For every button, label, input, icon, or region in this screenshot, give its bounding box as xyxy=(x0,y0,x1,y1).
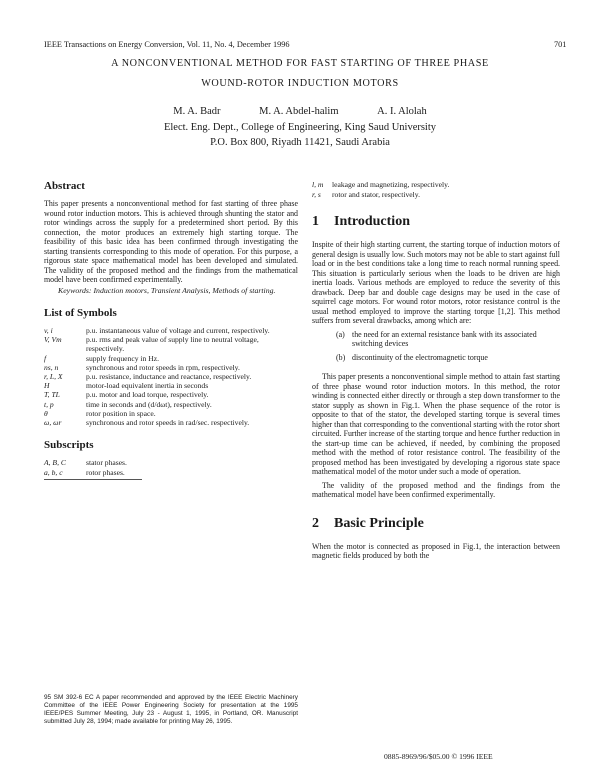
basic-principle-paragraph: When the motor is connected as proposed in Fig.1, the interaction between magnetic fields produced by both the xyxy=(312,541,560,560)
list-text: the need for an external resistance bank with its associated switching devices xyxy=(352,329,537,348)
symbol: H xyxy=(44,381,50,391)
basic-principle-heading xyxy=(312,516,560,532)
subscript-row xyxy=(44,468,298,478)
introduction-paragraph-1: Inspite of their high starting current, the starting torque of induction motors of general design is usually low. Such motors may not be able to start against full load or in the best conditions take a long time to reach normal running speed. This situation is particularly serious when the loads to be driven are high inertia loads. Various methods are employed to reduce the severity of this drawback. Deep bar and double cage designs may be used in the case of squirrel cage motors. For wound rotor motors, rotor resistance control is the usual method employed to improve the starting torque [1,2]. This method suffers from several drawbacks, among which are: xyxy=(312,240,560,325)
page-number: 701 xyxy=(554,40,567,49)
symbol-desc: p.u. instantaneous value of voltage and current, respectively. xyxy=(86,326,270,335)
paper-title-line-2: WOUND-ROTOR INDUCTION MOTORS xyxy=(201,78,399,89)
symbol-desc: time in seconds and (d/dωt), respectively. xyxy=(86,399,212,409)
subscripts-list xyxy=(44,458,298,477)
right-column xyxy=(312,180,560,561)
affiliation-line-2: P.O. Box 800, Riyadh 11421, Saudi Arabia xyxy=(210,137,390,148)
subscript: A, B, C xyxy=(44,458,66,468)
symbols-list xyxy=(44,326,298,427)
symbol-row xyxy=(44,326,298,335)
keywords-label: Keywords: xyxy=(58,285,92,295)
symbol: ω, ωr xyxy=(44,418,62,428)
footnote: 95 SM 392-6 EC A paper recommended and approved by the IEEE Electric Machinery Committee of the IEEE Power Engineering Society for presentation at the 1995 IEEE/PES Summer Meeting, July 23 - August 1, 1995, in Portland, OR. Manuscript submitted July 28, 1994; made available for printing May 26, 1995. xyxy=(44,694,298,725)
introduction-paragraph-2: This paper presents a nonconventional simple method to attain fast starting of three phase wound rotor induction motors. In this method, the rotor winding is connected either directly or through a step down transformer to the stator supply as shown in Fig.1. When the phase sequence of the rotor is opposite to that of the stator, the developed starting torque is several times higher than that corresponding to the conventional starting with the rotor short circuited. Further increase of the starting torque and hence further reduction in the start-up time can be achieved, if needed, by combining the proposed method with the method of rotor resistance control. The feasibility of the proposed method has been investigated by developing a rigorous state space mathematical model of the motor under such a mode of operation. xyxy=(312,372,560,476)
subscript-row xyxy=(312,180,560,190)
abstract-heading: Abstract xyxy=(44,180,85,192)
list-item xyxy=(312,330,560,349)
subscript: a, b, c xyxy=(44,467,63,477)
copyright-code: 0885-8969/96/$05.00 © 1996 IEEE xyxy=(384,752,493,761)
symbol: v, i xyxy=(44,326,53,335)
author-1: M. A. Badr xyxy=(173,106,221,117)
paper-title-line-1: A NONCONVENTIONAL METHOD FOR FAST STARTING OF THREE PHASE xyxy=(111,58,489,69)
section-number: 2 xyxy=(312,515,319,531)
symbol: ns, n xyxy=(44,362,59,372)
list-text: discontinuity of the electromagnetic torque xyxy=(352,352,488,362)
left-column xyxy=(44,180,298,480)
symbol-desc: p.u. rms and peak value of supply line to neutral voltage, respectively. xyxy=(86,335,259,354)
symbol-desc: p.u. motor and load torque, respectively. xyxy=(86,390,209,400)
author-list xyxy=(0,106,600,117)
subscript-desc: stator phases. xyxy=(86,458,127,468)
symbol: t, p xyxy=(44,399,54,409)
symbol-desc: rotor position in space. xyxy=(86,408,156,418)
symbol-row xyxy=(44,418,298,427)
subscript: l, m xyxy=(312,180,324,189)
symbol-desc: motor-load equivalent inertia in seconds xyxy=(86,381,209,391)
symbols-heading: List of Symbols xyxy=(44,307,117,319)
subscript-row xyxy=(312,190,560,200)
affiliation-line-1: Elect. Eng. Dept., College of Engineering, King Saud University xyxy=(163,122,437,133)
symbol-row xyxy=(44,335,298,353)
symbol-desc: synchronous and rotor speeds in rad/sec. respectively. xyxy=(86,418,250,428)
symbol-desc: supply frequency in Hz. xyxy=(86,353,159,363)
author-3: A. I. Alolah xyxy=(377,106,427,117)
symbol-desc: p.u. resistance, inductance and reactance, respectively. xyxy=(86,372,252,382)
author-2: M. A. Abdel-halim xyxy=(259,106,339,117)
symbol-row xyxy=(44,409,298,418)
symbol-row xyxy=(44,390,298,399)
running-head: IEEE Transactions on Energy Conversion, Vol. 11, No. 4, December 1996 xyxy=(44,40,290,49)
list-label: (a) xyxy=(336,329,345,339)
symbol-row xyxy=(44,354,298,363)
abstract-text: This paper presents a nonconventional method for fast starting of three phase wound rotor induction motors. This is achieved through shunting the stator and rotor windings across the supply for a predetermined short period. By this connection, the motor produces an extremely high starting torque. The feasibility of this basic idea has been confirmed through investigating the starting transients corresponding to this mode of operation. For this purpose, a rigorous state space mathematical model has been developed and simulated. The validity of the proposed method and the findings from the mathematical model have been confirmed experimentally. xyxy=(44,199,298,284)
section-divider xyxy=(44,479,142,480)
subscript: r, s xyxy=(312,190,321,199)
symbol-row xyxy=(44,400,298,409)
list-item xyxy=(312,353,560,363)
keywords xyxy=(44,286,298,296)
symbol-row xyxy=(44,381,298,390)
subscript-desc: rotor phases. xyxy=(86,467,125,477)
introduction-heading xyxy=(312,214,560,230)
section-title: Basic Principle xyxy=(334,515,424,531)
section-number: 1 xyxy=(312,214,319,229)
symbol: V, Vm xyxy=(44,335,62,345)
subscript-desc: rotor and stator, respectively. xyxy=(332,190,420,199)
subscripts-heading: Subscripts xyxy=(44,439,94,452)
symbol: r, L, X xyxy=(44,372,63,382)
symbol-row xyxy=(44,372,298,381)
symbol: T, TL xyxy=(44,390,60,400)
subscript-row xyxy=(44,458,298,468)
introduction-paragraph-3: The validity of the proposed method and the findings from the mathematical model have been confirmed experimentally. xyxy=(312,480,560,499)
subscript-desc: leakage and magnetizing, respectively. xyxy=(332,180,450,189)
symbol: f xyxy=(44,353,47,363)
list-label: (b) xyxy=(336,352,346,362)
keywords-text: Induction motors, Transient Analysis, Methods of starting. xyxy=(93,285,276,295)
section-title: Introduction xyxy=(334,214,410,229)
symbol-row xyxy=(44,363,298,372)
symbol-desc: synchronous and rotor speeds in rpm, respectively. xyxy=(86,362,240,372)
symbol: θ xyxy=(44,408,48,418)
